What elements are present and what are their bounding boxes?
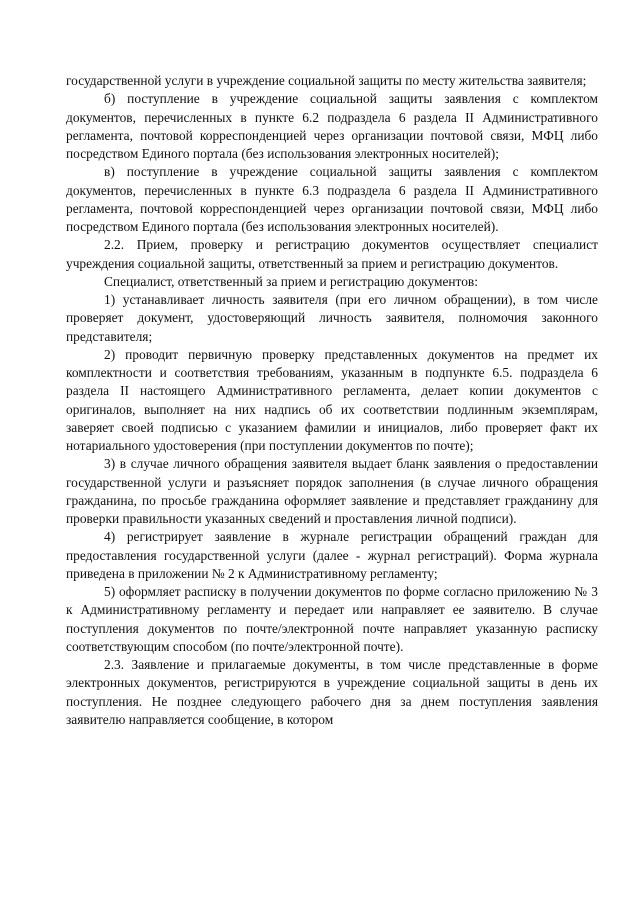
paragraph-item-2: 2) проводит первичную проверку представленных документов на предмет их комплектности и соответствия требованиям, указанным в подпункте 6.5. подраздела 6 раздела II настоящего Административного регламента, делает копии документов с оригиналов, выполняет на них надпись об их соответствии подлинным экземплярам, заверяет своей подписью с указанием фамилии и инициалов, либо проверяет факт их нотариального удостоверения (при поступлении документов по почте); [66,346,598,453]
paragraph-section-2-2: 2.2. Прием, проверку и регистрацию документов осуществляет специалист учреждения социальной защиты, ответственный за прием и регистрацию документов. [66,237,598,271]
paragraph-section-2-3: 2.3. Заявление и прилагаемые документы, в том числе представленные в форме электронных документов, регистрируются в учреждение социальной защиты в день их поступления. Не позднее следующего рабочего дня за днем поступления заявления заявителю направляется сообщение, в котором [66,657,598,727]
paragraph-item-v: в) поступление в учреждение социальной защиты заявления с комплектом документов, перечисленных в пункте 6.3 подраздела 6 раздела II Административного регламента, почтовой корреспонденцией через организации почтовой связи, МФЦ либо посредством Единого портала (без использования электронных носителей). [66,164,598,234]
paragraph-item-4: 4) регистрирует заявление в журнале регистрации обращений граждан для предоставления государственной услуги (далее - журнал регистраций). Форма журнала приведена в приложении № 2 к Административному регламенту; [66,529,598,581]
paragraph-item-b: б) поступление в учреждение социальной защиты заявления с комплектом документов, перечисленных в пункте 6.2 подраздела 6 раздела II Административного регламента, почтовой корреспонденцией через организации почтовой связи, МФЦ либо посредством Единого портала (без использования электронных носителей); [66,91,598,161]
paragraph-item-1: 1) устанавливает личность заявителя (при его личном обращении), в том числе проверяет документ, удостоверяющий личность заявителя, полномочия законного представителя; [66,292,598,344]
document-body [66,72,598,729]
paragraph-specialist-intro: Специалист, ответственный за прием и регистрацию документов: [104,273,478,289]
paragraph-item-5: 5) оформляет расписку в получении документов по форме согласно приложению № 3 к Административному регламенту и передает или направляет ее заявителю. В случае поступления документов по почте/электронной почте направляет указанную расписку соответствующим способом (по почте/электронной почте). [66,584,598,654]
paragraph-continuation: государственной услуги в учреждение социальной защиты по месту жительства заявителя; [66,73,587,88]
paragraph-item-3: 3) в случае личного обращения заявителя выдает бланк заявления о предоставлении государственной услуги и разъясняет порядок заполнения (в случае личного обращения гражданина, по просьбе гражданина оформляет заявление и представляет гражданину для проверки правильности указанных сведений и проставления личной подписи). [66,456,598,526]
